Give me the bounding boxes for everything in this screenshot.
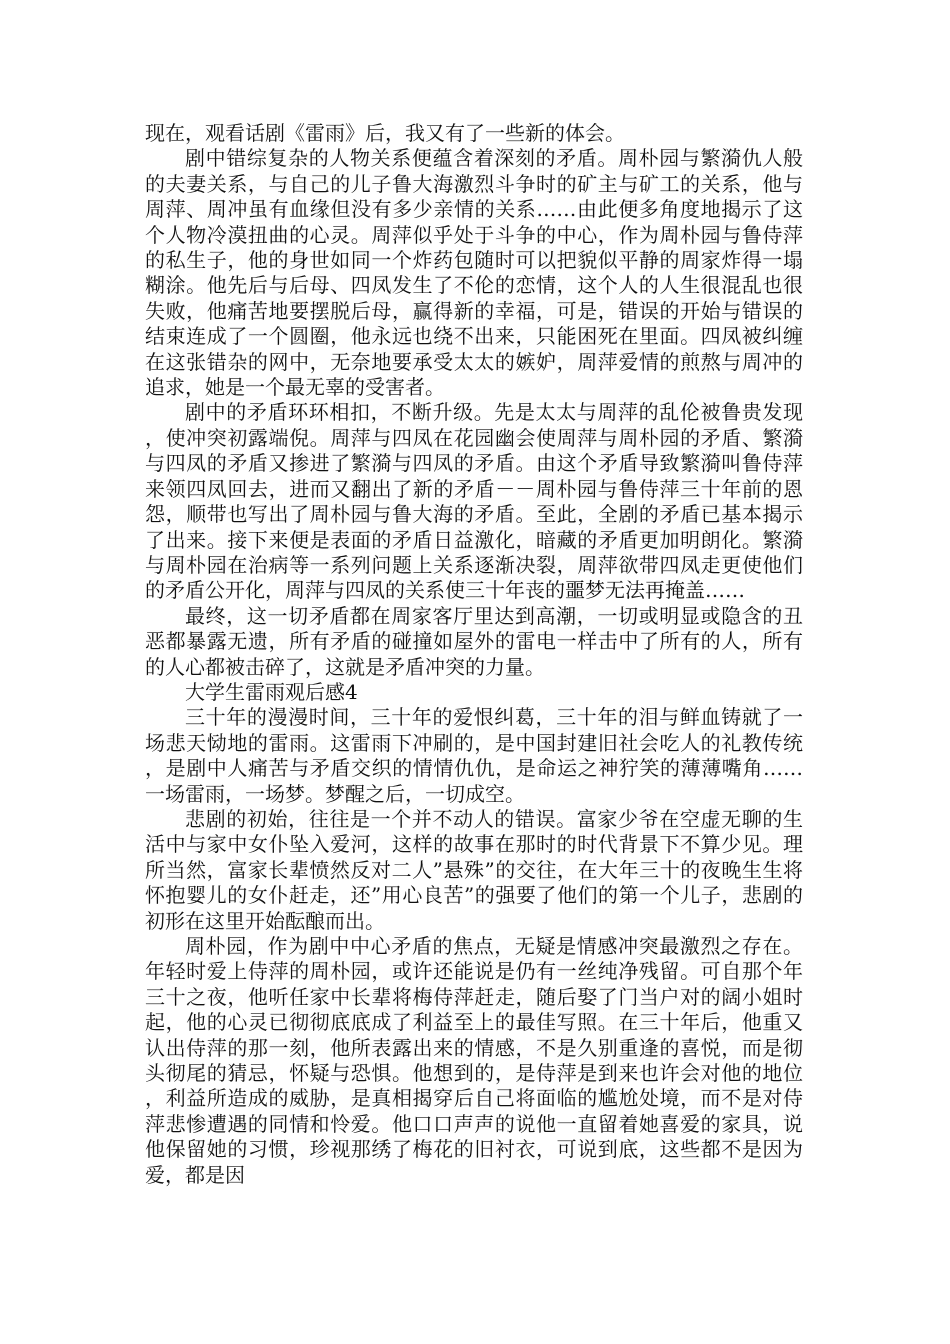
paragraph-escalating-conflicts: 剧中的矛盾环环相扣，不断升级。先是太太与周萍的乱伦被鲁贵发现，使冲突初露端倪。周萍与四凤在花园幽会使周萍与周朴园的矛盾、繁漪与四凤的矛盾又掺进了繁漪与四凤的矛盾。由这个矛盾导致繁漪叫鲁侍萍来领四凤回去，进而又翻出了新的矛盾－－周朴园与鲁侍萍三十年前的恩怨，顺带也写出了周朴园与鲁大海的矛盾。至此，全剧的矛盾已基本揭示了出来。接下来便是表面的矛盾日益激化，暗藏的矛盾更加明朗化。繁漪与周朴园在治病等一系列问题上关系逐渐决裂，周萍欲带四凤走更使他们的矛盾公开化，周萍与四凤的关系使三十年丧的噩梦无法再掩盖…… xyxy=(145,400,803,603)
paragraph-character-relations: 剧中错综复杂的人物关系便蕴含着深刻的矛盾。周朴园与繁漪仇人般的夫妻关系，与自己的儿子鲁大海激烈斗争时的矿主与矿工的关系，他与周萍、周冲虽有血缘但没有多少亲情的关系……由此便多角度地揭示了这个人物冷漠扭曲的心灵。周萍似乎处于斗争的中心，作为周朴园与鲁侍萍的私生子，他的身世如同一个炸药包随时可以把貌似平静的周家炸得一塌糊涂。他先后与后母、四凤发生了不伦的恋情，这个人的人生很混乱也很失败，他痛苦地要摆脱后母，赢得新的幸福，可是，错误的开始与错误的结束连成了一个圆圈，他永远也绕不出来，只能困死在里面。四凤被纠缠在这张错杂的网中，无奈地要承受太太的嫉妒，周萍爱情的煎熬与周冲的追求，她是一个最无辜的受害者。 xyxy=(145,146,803,400)
paragraph-intro: 现在，观看话剧《雷雨》后，我又有了一些新的体会。 xyxy=(145,121,625,145)
paragraph-thirty-years: 三十年的漫漫时间，三十年的爱恨纠葛，三十年的泪与鲜血铸就了一场悲天恸地的雷雨。这雷雨下冲刷的，是中国封建旧社会吃人的礼教传统，是剧中人痛苦与矛盾交织的情情仇仇，是命运之神狞笑的薄薄嘴角……一场雷雨，一场梦。梦醒之后，一切成空。 xyxy=(145,705,803,806)
paragraph-climax: 最终，这一切矛盾都在周家客厅里达到高潮，一切或明显或隐含的丑恶都暴露无遗，所有矛盾的碰撞如屋外的雷电一样击中了所有的人，所有的人心都被击碎了，这就是矛盾冲突的力量。 xyxy=(145,603,803,679)
paragraph-tragedy-origin: 悲剧的初始，往往是一个并不动人的错误。富家少爷在空虚无聊的生活中与家中女仆坠入爱河，这样的故事在那时的时代背景下不算少见。理所当然，富家长辈愤然反对二人”悬殊”的交往，在大年三十的夜晚生生将怀抱婴儿的女仆赶走，还”用心良苦”的强要了他们的第一个儿子，悲剧的初形在这里开始酝酿而出。 xyxy=(145,806,803,933)
document-page xyxy=(145,121,803,1188)
paragraph-zhou-puyuan: 周朴园，作为剧中中心矛盾的焦点，无疑是情感冲突最激烈之存在。年轻时爱上侍萍的周朴园，或许还能说是仍有一丝纯净残留。可自那个年三十之夜，他听任家中长辈将梅侍萍赶走，随后娶了门当户对的阔小姐时起，他的心灵已彻彻底底成了利益至上的最佳写照。在三十年后，他重又认出侍萍的那一刻，他所表露出来的情感，不是久别重逢的喜悦，而是彻头彻尾的猜忌，怀疑与恐惧。他想到的，是侍萍是到来也许会对他的地位，利益所造成的威胁，是真相揭穿后自己将面临的尴尬处境，而不是对侍萍悲惨遭遇的同情和怜爱。他口口声声的说他一直留着她喜爱的家具，说他保留她的习惯，珍视那绣了梅花的旧衬衣，可说到底，这些都不是因为爱，都是因 xyxy=(145,934,803,1187)
section-heading: 大学生雷雨观后感4 xyxy=(185,679,358,704)
